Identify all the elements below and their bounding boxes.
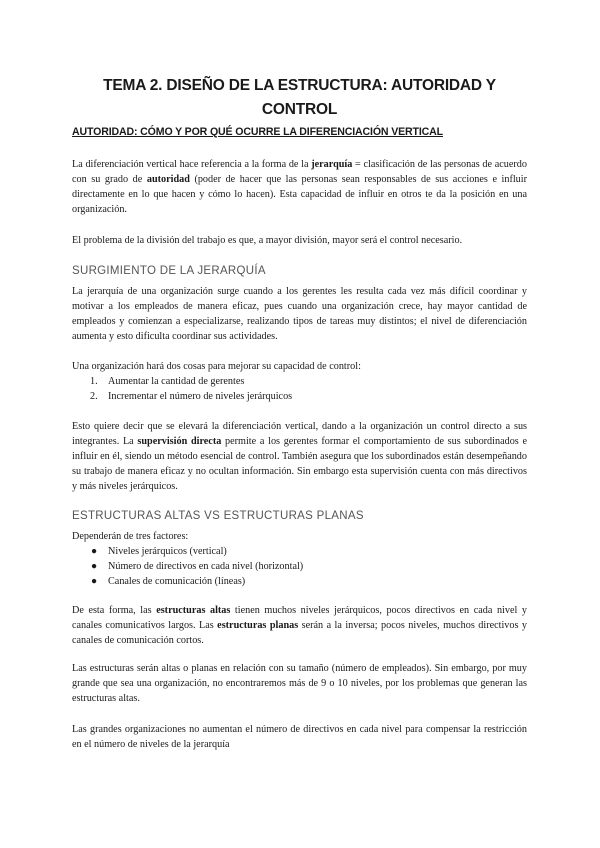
p1-text-c: = clasificación de las personas de acuerdo con su grado de <box>72 159 527 185</box>
p7-term-planas: estructuras planas <box>217 620 299 631</box>
paragraph-control: Una organización hará dos cosas para mejorar su capacidad de control: <box>72 361 361 372</box>
bullet-icon: ● <box>91 546 98 557</box>
p7-text-c: tienen muchos niveles jerárquicos, pocos directivos en cada nivel y canales comunicativos largos. Las <box>72 605 527 631</box>
p7-text-e: serán a la inversa; pocos niveles, muchos directivos y canales de comunicación cortos. <box>72 620 527 646</box>
p7-term-altas: estructuras altas <box>156 605 231 616</box>
paragraph-division: El problema de la división del trabajo es que, a mayor división, mayor será el control necesario. <box>72 235 463 246</box>
page-title: TEMA 2. DISEÑO DE LA ESTRUCTURA: AUTORIDAD Y CONTROL <box>103 77 496 118</box>
paragraph-factores: Dependerán de tres factores: <box>72 531 189 542</box>
p5-text-c: permite a los gerentes formar el comportamiento de sus subordinados e influir en él, siendo un método esencial de control. También asegura que los subordinados están desempeñando su trabajo de manera eficaz y no ocultan información. Sin embargo esta supervisión cuenta con más directivos y más niveles jerárquicos. <box>72 436 527 492</box>
paragraph-tamano: Las estructuras serán altas o planas en relación con su tamaño (número de empleados). Sin embargo, por muy grande que sea una organización, no encontraremos más de 9 o 10 niveles, por los problemas que generan las estructuras altas. <box>72 663 527 704</box>
p1-term-jerarquia: jerarquía <box>311 159 353 170</box>
section-heading-estructuras: ESTRUCTURAS ALTAS VS ESTRUCTURAS PLANAS <box>72 510 364 522</box>
list-item <box>72 374 527 389</box>
paragraph-supervision <box>72 419 527 494</box>
p5-text-a: Esto quiere decir que se elevará la diferenciación vertical, dando a la organización un control directo a sus integrantes. La <box>72 421 527 447</box>
list-number: 1. <box>90 376 98 387</box>
p1-text-a: La diferenciación vertical hace referencia a la forma de la <box>72 159 312 170</box>
paragraph-grandes-organizaciones: Las grandes organizaciones no aumentan el número de directivos en cada nivel para compensar la restricción en el número de niveles de la jerarquía <box>72 724 527 750</box>
p1-term-autoridad: autoridad <box>146 174 190 185</box>
bullet-icon: ● <box>91 561 98 572</box>
p7-text-a: De esta forma, las <box>72 605 157 616</box>
list-number: 2. <box>90 391 98 402</box>
list-item-text: Número de directivos en cada nivel (horizontal) <box>108 561 304 572</box>
subtitle-heading: AUTORIDAD: CÓMO Y POR QUÉ OCURRE LA DIFERENCIACIÓN VERTICAL <box>72 126 443 138</box>
bullet-icon: ● <box>91 576 98 587</box>
paragraph-altas-planas <box>72 603 527 648</box>
p5-term-supervision: supervisión directa <box>137 436 222 447</box>
list-item-text: Niveles jerárquicos (vertical) <box>108 546 227 557</box>
list-item <box>72 574 527 589</box>
section-heading-jerarquia: SURGIMIENTO DE LA JERARQUÍA <box>72 265 266 277</box>
paragraph-surgimiento: La jerarquía de una organización surge cuando a los gerentes les resulta cada vez más difícil coordinar y motivar a los empleados de manera eficaz, pues cuando una organización crece, hay mayor cantidad de empleados y comienzan a especializarse, realizando tipos de tareas muy distintos; el nivel de diferenciación aumenta y esto dificulta coordinar sus actividades. <box>72 286 527 342</box>
paragraph-definition <box>72 157 527 217</box>
bullet-list <box>72 544 527 589</box>
p1-text-e: (poder de hacer que las personas sean responsables de sus acciones e influir directamente en lo que hacen y cómo lo hacen). Esta capacidad de influir en otros te da la posición en una organización. <box>72 174 527 215</box>
list-item <box>72 559 527 574</box>
list-item-text: Canales de comunicación (líneas) <box>108 576 246 587</box>
list-item <box>72 544 527 559</box>
list-item-text: Aumentar la cantidad de gerentes <box>108 376 245 387</box>
ordered-list <box>72 374 527 404</box>
list-item <box>72 389 527 404</box>
list-item-text: Incrementar el número de niveles jerárquicos <box>108 391 293 402</box>
